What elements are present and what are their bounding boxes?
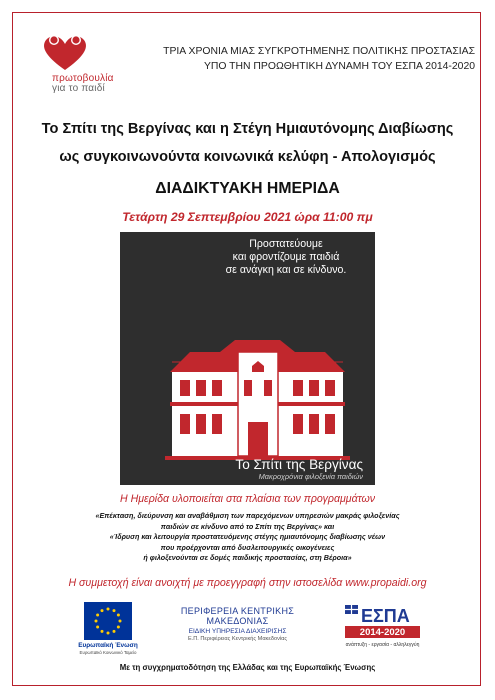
eu-star-icon: [117, 626, 120, 629]
eu-star-icon: [96, 614, 99, 617]
program-line: που προέρχονται από δυσλειτουργικές οικογένειες: [160, 542, 335, 552]
header-line-2: ΥΠΟ ΤΗΝ ΠΡΟΩΘΗΤΙΚΗ ΔΥΝΑΜΗ ΤΟΥ ΕΣΠΑ 2014-2020: [203, 61, 475, 72]
poster-tagline: Μακροχρόνια φιλοξενία παιδιών: [258, 472, 363, 481]
espa-motto: ανάπτυξη - εργασία - αλληλεγγύη: [345, 642, 420, 648]
espa-name: ΕΣΠΑ: [361, 606, 410, 626]
event-title: [20, 115, 475, 171]
eu-star-icon: [117, 614, 120, 617]
header-line-1: ΤΡΙΑ ΧΡΟΝΙΑ ΜΙΑΣ ΣΥΓΚΡΟΤΗΜΕΝΗΣ ΠΟΛΙΤΙΚΗΣ ΠΡΟΣΤΑΣΙΑΣ: [163, 46, 475, 57]
eu-star-icon: [113, 609, 116, 612]
eu-fund: Ευρωπαϊκό Κοινωνικό Ταμείο: [79, 650, 137, 655]
poster-slogan: [211, 238, 361, 277]
poster-house-name: Το Σπίτι της Βεργίνας: [235, 457, 363, 472]
espa-logo-icon: [345, 603, 420, 653]
poster-slogan-line-3: σε ανάγκη και σε κίνδυνο.: [225, 264, 347, 276]
eu-star-icon: [107, 608, 110, 611]
logo-text-line1: πρωτοβουλία: [52, 73, 114, 84]
eu-star-icon: [119, 620, 122, 623]
eu-star-icon: [96, 626, 99, 629]
eu-star-icon: [101, 609, 104, 612]
eu-label: [76, 642, 140, 656]
logo-text-line2: για το παιδί: [52, 83, 105, 94]
region-programme: Ε.Π. Περιφέρειας Κεντρικής Μακεδονίας: [187, 636, 288, 642]
region-logo: [150, 606, 325, 642]
event-type: ΔΙΑΔΙΚΤΥΑΚΗ ΗΜΕΡΙΔΑ: [155, 180, 340, 197]
eu-star-icon: [95, 620, 98, 623]
eu-flag-icon: [84, 602, 132, 640]
event-title-line-2: ως συγκοινωνούντα κοινωνικά κελύφη - Απολογισμός: [59, 149, 436, 165]
region-name: ΠΕΡΙΦΕΡΕΙΑ ΚΕΝΤΡΙΚΗΣ ΜΑΚΕΔΟΝΙΑΣ: [180, 606, 295, 626]
logo-wordmark: [52, 74, 114, 94]
program-line: «Ίδρυση και λειτουργία προστατευόμενης στέγης ημιαυτόνομης διαβίωσης νέων: [109, 532, 386, 542]
espa-years: 2014-2020: [359, 627, 406, 638]
program-list: [70, 511, 425, 564]
event-date: Τετάρτη 29 Σεπτεμβρίου 2021 ώρα 11:00 πμ: [122, 210, 373, 224]
region-authority: ΕΙΔΙΚΗ ΥΠΗΡΕΣΙΑ ΔΙΑΧΕΙΡΙΣΗΣ: [188, 628, 287, 635]
cofunding-footer: Με τη συγχρηματοδότηση της Ελλάδας και της Ευρωπαϊκής Ένωσης: [119, 663, 376, 672]
house-illustration-icon: [160, 332, 355, 462]
poster-caption: [213, 457, 363, 481]
eu-name: Ευρωπαϊκή Ένωση: [78, 642, 138, 649]
eu-star-icon: [113, 630, 116, 633]
poster-slogan-line-2: και φροντίζουμε παιδιά: [232, 251, 340, 263]
event-title-line-1: Το Σπίτι της Βεργίνας και η Στέγη Ημιαυτόνομης Διαβίωσης: [41, 121, 454, 137]
poster-slogan-line-1: Προστατεύουμε: [249, 238, 323, 250]
program-intro: Η Ημερίδα υλοποιείται στα πλαίσια των προγραμμάτων: [119, 493, 376, 505]
participation-note: Η συμμετοχή είναι ανοιχτή με προεγγραφή στην ιστοσελίδα www.propaidi.org: [68, 577, 427, 589]
program-line: ή φιλοξενούνται σε δομές παιδικής προστασίας, στη Βέροια»: [143, 553, 352, 563]
eu-star-icon: [101, 630, 104, 633]
header-tagline: [130, 44, 475, 74]
program-line: παιδιών σε κίνδυνο από το Σπίτι της Βεργίνας» και: [160, 521, 335, 531]
program-line: «Επέκταση, διεύρυνση και αναβάθμιση των παρεχόμενων υπηρεσιών μακράς φιλοξενίας: [95, 511, 400, 520]
eu-star-icon: [107, 632, 110, 635]
poster-image: [120, 232, 375, 485]
